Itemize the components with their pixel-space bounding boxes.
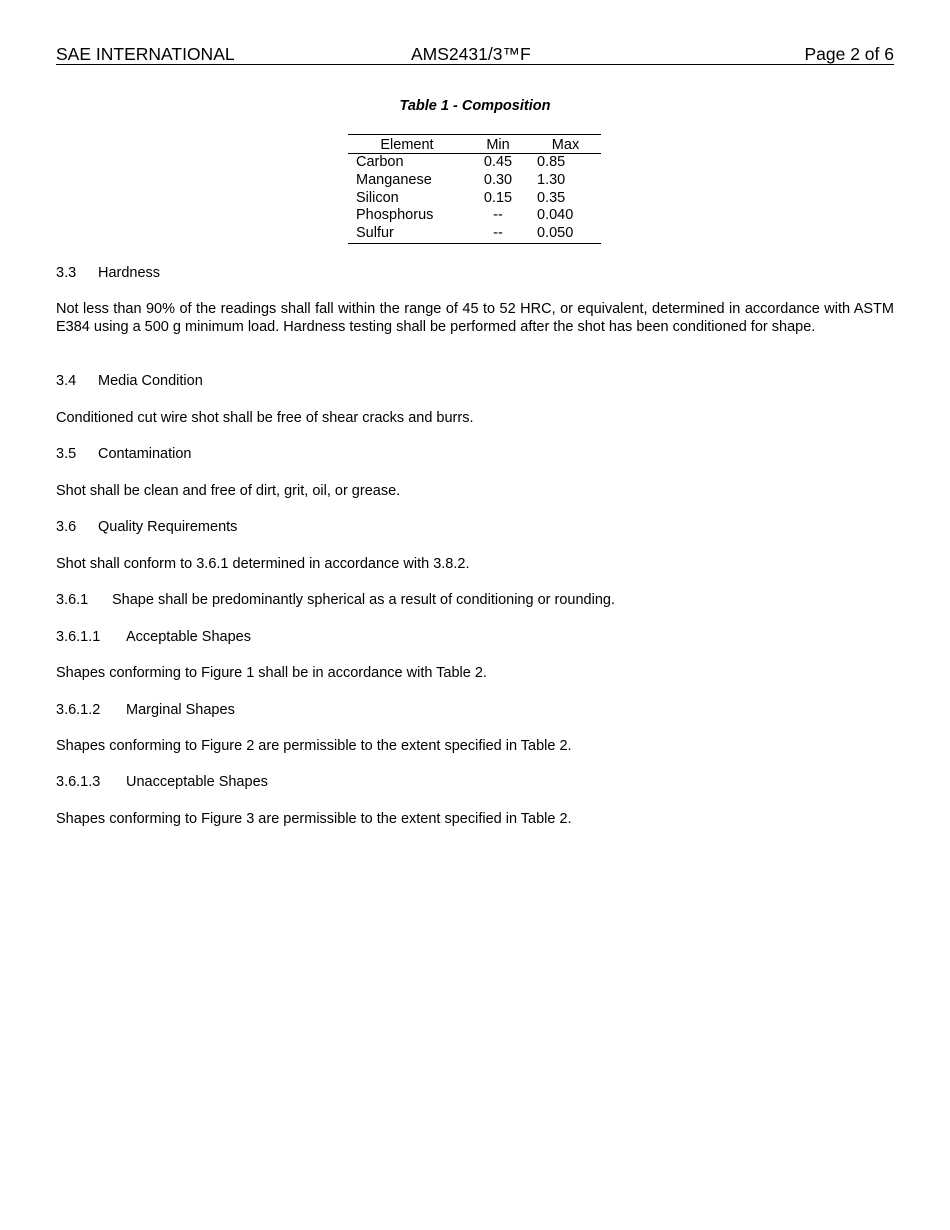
cell-max: 0.050: [537, 225, 574, 242]
section-heading-3-6-1-2: [56, 701, 894, 719]
section-heading-3-5: [56, 445, 894, 463]
page-header: [56, 44, 894, 65]
cell-element: Silicon: [356, 189, 399, 206]
section-number: 3.5: [56, 446, 77, 462]
table-row: [348, 225, 601, 243]
section-text: Shape shall be predominantly spherical as a result of conditioning or rounding.: [112, 592, 615, 608]
section-body-3-6-1-2: Shapes conforming to Figure 2 are permissible to the extent specified in Table 2.: [56, 738, 572, 754]
cell-min: 0.30: [483, 171, 513, 188]
cell-min: 0.15: [483, 189, 513, 206]
section-body-3-3: Not less than 90% of the readings shall fall within the range of 45 to 52 HRC, or equivalent, determined in accordance with ASTM E384 using a 500 g minimum load. Hardness testing shall be performed after the shot has been conditioned for shape.: [56, 301, 894, 335]
section-body-3-4: Conditioned cut wire shot shall be free of shear cracks and burrs.: [56, 410, 474, 426]
header-org: SAE INTERNATIONAL: [56, 44, 235, 64]
section-heading-3-6-1-3: [56, 773, 894, 791]
section-body-3-6: Shot shall conform to 3.6.1 determined in accordance with 3.8.2.: [56, 556, 470, 572]
section-3-6-1: [56, 591, 894, 609]
table-row: [348, 172, 601, 190]
section-title: Acceptable Shapes: [126, 629, 251, 645]
cell-element: Carbon: [356, 154, 404, 170]
table-row: [348, 154, 601, 172]
section-number: 3.6.1.3: [56, 774, 101, 790]
table-row: [348, 190, 601, 208]
cell-min: --: [493, 225, 503, 242]
section-heading-3-3: [56, 264, 894, 282]
section-number: 3.3: [56, 265, 77, 281]
column-header-min: Min: [466, 135, 530, 154]
section-body-3-6-1-1: Shapes conforming to Figure 1 shall be in accordance with Table 2.: [56, 665, 487, 681]
section-number: 3.6: [56, 519, 77, 535]
cell-element: Phosphorus: [356, 207, 434, 224]
section-title: Quality Requirements: [98, 519, 238, 535]
section-body-3-5: Shot shall be clean and free of dirt, grit, oil, or grease.: [56, 483, 401, 499]
column-header-max: Max: [530, 135, 601, 154]
section-title: Unacceptable Shapes: [126, 774, 268, 790]
cell-max: 0.040: [537, 207, 574, 224]
column-header-element: Element: [348, 135, 466, 154]
section-number: 3.6.1: [56, 592, 89, 608]
cell-min: --: [493, 207, 503, 224]
section-title: Marginal Shapes: [126, 702, 235, 718]
header-doc-id: AMS2431/3™F: [411, 44, 531, 64]
section-number: 3.6.1.2: [56, 702, 101, 718]
table-header-row: [348, 135, 601, 154]
section-heading-3-6: [56, 518, 894, 536]
section-heading-3-4: [56, 372, 894, 390]
cell-element: Sulfur: [356, 225, 394, 242]
cell-max: 0.85: [537, 154, 566, 170]
table-row: [348, 207, 601, 225]
cell-element: Manganese: [356, 171, 432, 188]
composition-table: [348, 134, 601, 244]
section-number: 3.6.1.1: [56, 629, 101, 645]
section-heading-3-6-1-1: [56, 628, 894, 646]
header-page-number: Page 2 of 6: [804, 44, 894, 64]
section-body-3-6-1-3: Shapes conforming to Figure 3 are permissible to the extent specified in Table 2.: [56, 811, 572, 827]
section-title: Contamination: [98, 446, 192, 462]
section-number: 3.4: [56, 373, 77, 389]
section-title: Media Condition: [98, 373, 203, 389]
table-1-title: Table 1 - Composition: [399, 98, 551, 114]
cell-min: 0.45: [483, 154, 513, 170]
section-title: Hardness: [98, 265, 161, 281]
cell-max: 0.35: [537, 189, 566, 206]
cell-max: 1.30: [537, 171, 566, 188]
